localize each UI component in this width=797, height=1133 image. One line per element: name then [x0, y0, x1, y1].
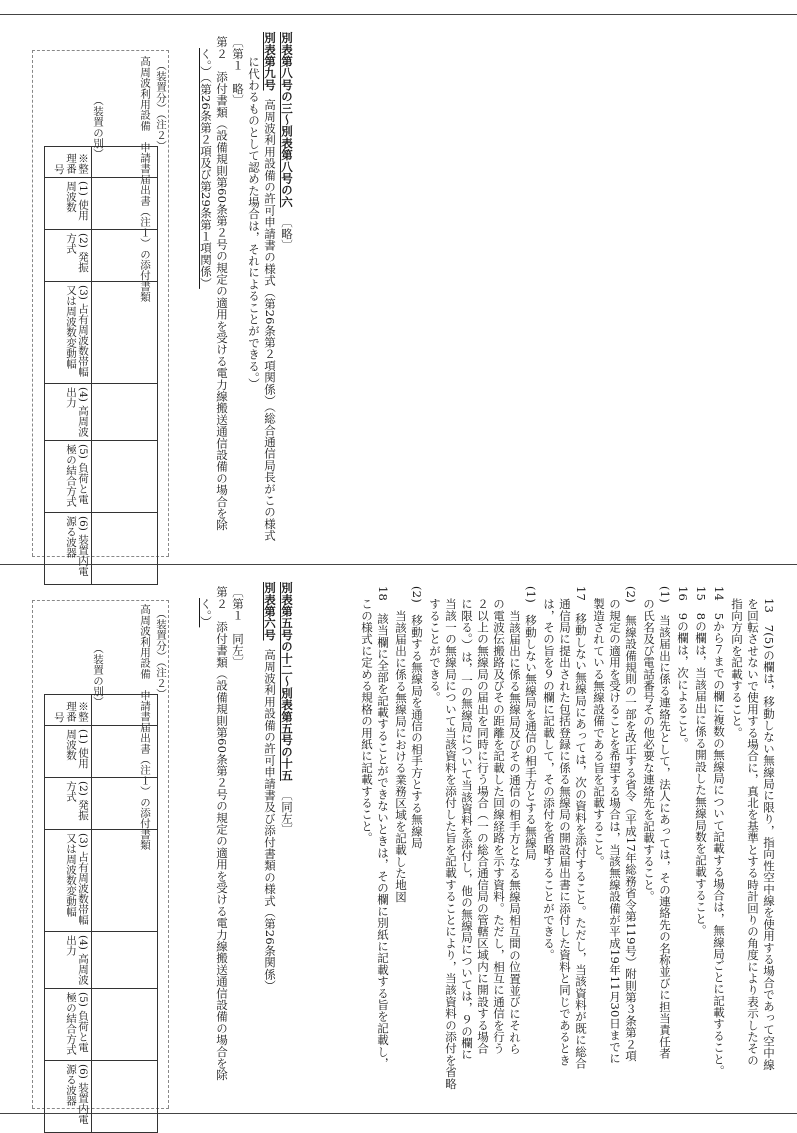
column-4: (4) 高周波出力	[45, 384, 92, 441]
form-row-label-1: （装置分）（注２）	[155, 60, 167, 152]
column-5: (5) 負荷と電極の結合方式	[45, 989, 92, 1061]
para-16-2-line-3: 製造されている無線設備である旨を記載すること。	[592, 598, 606, 868]
form-row-label-2: （装置の別）	[92, 643, 104, 708]
form-frame-right-dash	[168, 50, 169, 556]
column-2: (2) 発振方式	[45, 230, 92, 282]
form-frame-left-dash	[32, 600, 33, 1108]
para-17-2-line-1: (2) 移動する無線局を通信の相手方とする無線局	[410, 586, 424, 849]
form-frame-right-dash	[168, 600, 169, 1108]
para-17-1-line-5: に限る。）は，一の無線局について当該資料を添付し，他の無線局については，９の欄に	[460, 598, 474, 1061]
para-17-1-line-4: ２以上の無線局の届出を同時に行う場合（一の総合通信局の管轄区域内に開設する場合	[476, 598, 490, 1055]
para-17-1-line-7: することができる。	[428, 598, 442, 704]
para-15: 15 8の欄は，当該届出に係る開設した無線局数を記載すること。	[694, 586, 708, 937]
caption-right: ※整理番号	[45, 695, 92, 726]
column-1: (1) 使用周波数	[45, 178, 92, 230]
column-6: (6) 装置内電源る波器	[45, 513, 92, 585]
column-2: (2) 発振方式	[45, 778, 92, 830]
column-1: (1) 使用周波数	[45, 726, 92, 778]
item-2-line-1: 第２ 添付書類（設備規則第60条第２号の規定の適用を受ける電力線搬送通信設備の場合を除	[215, 586, 229, 1081]
item-2-line-1: 第２ 添付書類（設備規則第60条第２号の規定の適用を受ける電力線搬送通信設備の場合を除	[215, 36, 229, 531]
form-number: 別表第六号	[263, 582, 277, 641]
item-1: 〔第１ 略〕	[231, 36, 245, 107]
column-5: (5) 負荷と電極の結合方式	[45, 441, 92, 513]
form-row-label-2: （装置の別）	[92, 95, 104, 160]
item-1: 〔第１ 同左〕	[231, 586, 245, 668]
column-3: (3) 占有周波数帯幅又は周波数変動幅	[45, 282, 92, 384]
item-2-line-2: く。）（第26条第２項及び第29条第１項関係）	[199, 48, 213, 289]
para-17-line-2: 通信局に提出された包括登録に係る無線局の開設届出書に添付した資料と同じであるとき	[558, 598, 572, 1066]
column-6: (6) 装置内電源る波器	[45, 1061, 92, 1133]
para-17-line-3: は，その旨を９の欄に記載して，その添付を省略することができる。	[542, 598, 556, 961]
para-17-1-line-6: 当該一の無線局について当該資料を添付した旨を記載することにより，当該資料の添付を省略	[444, 598, 458, 1090]
caption-right: ※整理番号	[45, 147, 92, 178]
item-2-line-2: く。）	[199, 598, 213, 628]
para-18-line-1: 18 該当欄に全部を記載することができないときは，その欄に別紙に記載する旨を記載し，	[376, 586, 390, 1070]
header-note: 〔略〕	[280, 215, 294, 251]
para-18-line-2: この様式に定める規格の用紙に記載すること。	[360, 598, 374, 844]
para-17-1-line-3: の電波伝搬路及びその距離を記載した回線経路を示す資料。ただし，相互に通信を行う	[492, 598, 506, 1055]
section-header: 別表第五号の十二～別表第五号の十五	[280, 582, 294, 781]
top-border-line	[0, 14, 797, 15]
form-title-line: 別表第六号高周波利用設備の許可申請書及び添付書類の様式（第26条関係）	[263, 582, 277, 992]
attachment-table	[44, 694, 158, 1133]
column-4: (4) 高周波出力	[45, 932, 92, 989]
para-14: 14 5から７までの欄に複数の無線局について記載する場合は，無線局ごとに記載すること。	[712, 586, 726, 1077]
form-caption: 高周波利用設備 申請書届出書（注１）の添付書類	[139, 56, 151, 303]
form-number: 別表第九号	[263, 32, 277, 91]
para-16: 16 9の欄は，次によること。	[676, 586, 690, 749]
para-17-2-line-2: 当該届出に係る無線局における業務区域を記載した地図	[394, 610, 408, 903]
section-header: 別表第八号の三～別表第八号の六	[280, 32, 294, 208]
para-17-1-line-1: (1) 移動しない無線局を通信の相手方とする無線局	[524, 586, 538, 861]
para-16-1-line-2: の氏名及び電話番号その他必要な連絡先を記載すること。	[642, 598, 656, 903]
para-13-line-2: を回転させないで使用する場合に，真北を基準とする時計回りの角度により表示したその	[746, 598, 760, 1066]
para-13-line-3: 指向方向を記載すること。	[730, 598, 744, 739]
para-16-1-line-1: (1) 当該届出に係る連絡先として，法人にあっては，その連絡先の名称並びに担当責任者	[658, 586, 672, 1060]
form-title-line-2: に代わるものとして認めた場合は，それによることができる。）	[247, 56, 261, 390]
para-16-2-line-1: (2) 無線設備規則の一部を改正する省令（平成17年総務省令第119号）附則第３条第２項	[624, 586, 638, 1062]
para-13-line-1: 13 7(5)の欄は，移動しない無線局に限り，指向性空中線を使用する場合であって空中線	[762, 598, 776, 1071]
form-title-line-1: 別表第九号高周波利用設備の許可申請書の様式（第26条第２項関係）（総合通信局長がこの様式	[263, 32, 277, 541]
form-row-label-1: （装置分）（注２）	[155, 608, 167, 700]
header-note: 〔同左〕	[280, 788, 294, 836]
para-17-line-1: 17 移動しない無線局にあっては，次の資料を添付すること。ただし，当該資料が既に総合	[574, 586, 588, 1070]
attachment-table	[44, 146, 158, 585]
form-caption: 高周波利用設備 申請書届出書（注１）の添付書類	[139, 604, 151, 851]
para-17-1-line-2: 当該届出に係る無線局及びその通信の相手方となる無線局相互間の位置並びにそれら	[508, 610, 522, 1055]
para-16-2-line-2: の規定の適用を受けることを希望する場合は，当該無線設備が平成19年11月30日までに	[608, 598, 622, 1065]
form-frame-left-dash	[32, 50, 33, 556]
column-3: (3) 占有周波数帯幅又は周波数変動幅	[45, 830, 92, 932]
